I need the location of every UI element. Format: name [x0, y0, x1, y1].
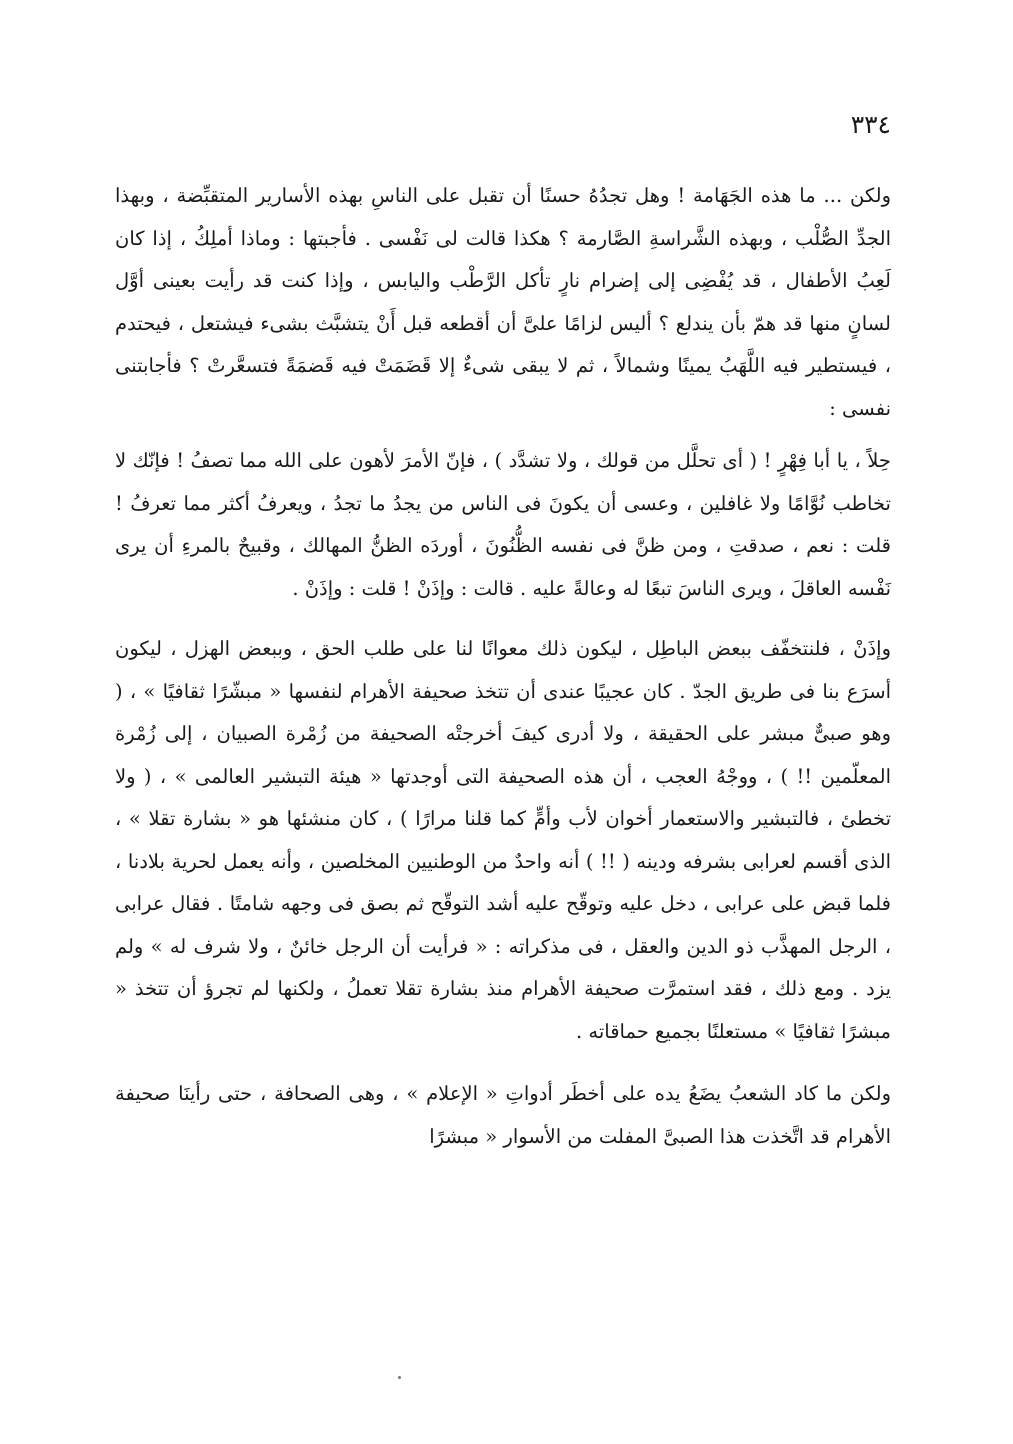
page-number: ٣٣٤ [850, 110, 891, 139]
paragraph-4: ولكن ما كاد الشعبُ يضَعُ يده على أخطَر أدواتِ « الإعلام » ، وهى الصحافة ، حتى رأينَا صحيفة الأهرام قد اتَّخذت هذا الصبىَّ المفلت من الأسوار « مبشرًا [115, 1082, 891, 1148]
paragraph-3: وإذَنْ ، فلنتخفّف ببعض الباطِل ، ليكون ذلك معوانًا لنا على طلب الحق ، وببعض الهزل ، ليكون أسرَع بنا فى طريق الجدّ . كان عجيبًا عندى أن تتخذ صحيفة الأهرام لنفسها « مبشّرًا ثقافيًا » ، ( وهو صبىٌّ مبشر على الحقيقة ، ولا أدرى كيفَ أخرجتْه الصحيفة من زُمْرة الصبيان ، إلى زُمْرة المعلّمين !! ) ، ووجْهُ العجب ، أن هذه الصحيفة التى أوجدتها « هيئة التبشير العالمى » ، ( ولا تخطئ ، فالتبشير والاستعمار أخوان لأب وأمٍّ كما قلنا مرارًا ) ، كان منشئها هو « بشارة تقلا » ، الذى أقسم لعرابى بشرفه ودينه ( !! ) أنه واحدٌ من الوطنيين المخلصين ، وأنه يعمل لحرية بلادنا ، فلما قبض على عرابى ، دخل عليه وتوقّح عليه أشد التوقّح ثم بصق فى وجهه شامتًا . فقال عرابى ، الرجل المهذَّب ذو الدين والعقل ، فى مذكراته : « فرأيت أن الرجل خائنٌ ، ولا شرف له » ولم يزد . ومع ذلك ، فقد استمرَّت صحيفة الأهرام منذ بشارة تقلا تعملُ ، ولكنها لم تجرؤ أن تتخذ « مبشرًا ثقافيًا » مستعلنًا بجميع حماقاته . [115, 637, 891, 1043]
scan-dot [398, 1376, 401, 1379]
paragraph-1: ولكن ... ما هذه الجَهَامة ! وهل تجدُهُ حسنًا أن تقبل على الناسِ بهذه الأسارير المتقبِّضة ، وبهذا الجدِّ الصُّلْب ، وبهذه الشَّراسةِ الصَّارمة ؟ هكذا قالت لى نَفْسى . فأجبتها : وماذا أملِكُ ، إذا كان لَعِبُ الأطفال ، قد يُفْضِى إلى إضرام نارٍ تأكل الرَّطْب واليابس ، وإذا كنت قد رأيت بعينى أوَّل لسانٍ منها قد همّ بأن يندلع ؟ أليس لزامًا علىَّ أن أقطعه قبل أَنْ يتشبَّث بشىء فيشتعل ، فيحتدم ، فيستطير فيه اللَّهَبُ يمينًا وشمالاً ، ثم لا يبقى شىءٌ إلا قَضَمَتْ فيه قَضمَةً فتسعَّرتْ ؟ فأجابتنى نفسى : [115, 184, 891, 420]
paragraph-2: حِلاً ، يا أبا فِهْرٍ ! ( أى تحلَّل من قولك ، ولا تشدَّد ) ، فإنّ الأمرَ لأهون على الله مما تصفُ ! فإنّك لا تخاطب نُوَّامًا ولا غافلين ، وعسى أن يكونَ فى الناس من يجدُ ما تجدُ ، ويعرفُ أكثر مما تعرفُ ! قلت : نعم ، صدقتِ ، ومن ظنَّ فى نفسه الظُّنُونَ ، أوردَه الظنُّ المهالك ، وقبيحٌ بالمرءِ أن يرى نَفْسه العاقلَ ، ويرى الناسَ تبعًا له وعالةً عليه . قالت : وإذَنْ ! قلت : وإذَنْ . [115, 449, 891, 600]
